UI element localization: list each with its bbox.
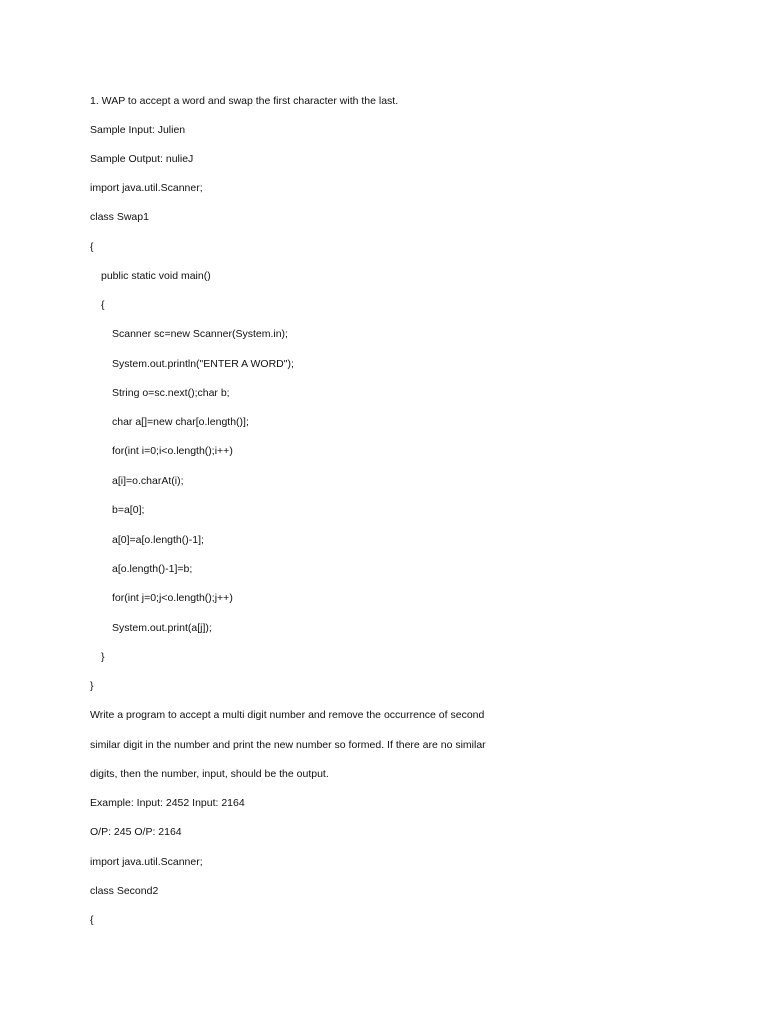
- code-line: import java.util.Scanner;: [90, 856, 203, 868]
- code-line: class Second2: [90, 885, 159, 897]
- code-line: import java.util.Scanner;: [90, 182, 203, 194]
- code-line: a[i]=o.charAt(i);: [112, 475, 184, 487]
- code-line: }: [101, 651, 105, 663]
- question-2-text: similar digit in the number and print the new number so formed. If there are no similar: [90, 739, 486, 751]
- code-line: for(int i=0;i<o.length();i++): [112, 445, 233, 457]
- example-input: Example: Input: 2452 Input: 2164: [90, 797, 245, 809]
- question-2-text: Write a program to accept a multi digit number and remove the occurrence of second: [90, 709, 485, 721]
- code-line: {: [101, 299, 105, 311]
- code-line: String o=sc.next();char b;: [112, 387, 230, 399]
- code-line: class Swap1: [90, 211, 149, 223]
- code-line: a[o.length()-1]=b;: [112, 563, 193, 575]
- sample-output: Sample Output: nulieJ: [90, 153, 194, 165]
- code-line: char a[]=new char[o.length()];: [112, 416, 249, 428]
- code-line: {: [90, 914, 94, 926]
- question-1-title: 1. WAP to accept a word and swap the first character with the last.: [90, 95, 399, 107]
- code-line: {: [90, 241, 94, 253]
- code-line: Scanner sc=new Scanner(System.in);: [112, 328, 288, 340]
- question-2-text: digits, then the number, input, should be the output.: [90, 768, 329, 780]
- code-line: }: [90, 680, 94, 692]
- code-line: a[0]=a[o.length()-1];: [112, 534, 204, 546]
- code-line: public static void main(): [101, 270, 211, 282]
- code-line: b=a[0];: [112, 504, 145, 516]
- code-line: System.out.println("ENTER A WORD");: [112, 358, 294, 370]
- example-output: O/P: 245 O/P: 2164: [90, 826, 182, 838]
- code-line: System.out.print(a[j]);: [112, 622, 212, 634]
- code-line: for(int j=0;j<o.length();j++): [112, 592, 233, 604]
- sample-input: Sample Input: Julien: [90, 124, 186, 136]
